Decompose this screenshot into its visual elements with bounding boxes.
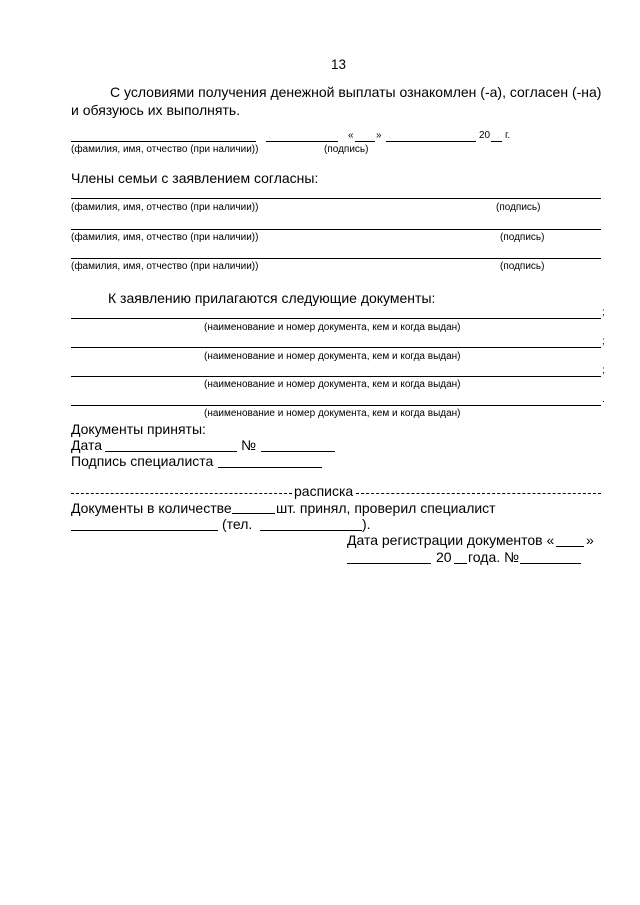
consent-year-prefix: 20 [479,130,491,141]
receipt-divider-left [71,493,292,494]
receipt-count-label: Документы в количестве [71,500,232,516]
document-row-end: ; [602,365,605,376]
receipt-count-field[interactable] [232,513,275,514]
consent-month-field[interactable] [386,141,476,142]
registration-year-tail: года. № [468,549,520,565]
family-signature-caption: (подпись) [496,202,541,213]
page-number: 13 [331,57,347,72]
family-row-field[interactable] [71,258,601,259]
family-fio-caption: (фамилия, имя, отчество (при наличии)) [71,261,259,272]
document-caption: (наименование и номер документа, кем и когда выдан) [204,322,461,333]
accepted-number-field[interactable] [261,451,335,452]
family-signature-caption: (подпись) [500,232,545,243]
accepted-heading: Документы приняты: [71,421,206,437]
document-row-field[interactable] [71,347,601,348]
family-fio-caption: (фамилия, имя, отчество (при наличии)) [71,202,259,213]
consent-day-field[interactable] [355,141,375,142]
receipt-divider-right [356,493,601,494]
family-fio-caption: (фамилия, имя, отчество (при наличии)) [71,232,259,243]
accepted-date-label: Дата [71,437,103,453]
document-caption: (наименование и номер документа, кем и когда выдан) [204,379,461,390]
consent-fio-caption: (фамилия, имя, отчество (при наличии)) [71,144,259,155]
consent-date-open-quote: « [348,130,354,141]
document-row-field[interactable] [71,318,601,319]
receipt-phone-field[interactable] [260,530,362,531]
registration-date-label: Дата регистрации документов « [347,532,555,548]
consent-line-1: С условиями получения денежной выплаты ознакомлен (-а), согласен (-на) [110,84,602,100]
consent-fio-field[interactable] [71,141,256,142]
family-row-field[interactable] [71,198,601,199]
document-caption: (наименование и номер документа, кем и когда выдан) [204,351,461,362]
registration-date-close: » [586,532,594,548]
family-heading: Члены семьи с заявлением согласны: [71,170,319,186]
registration-day-field[interactable] [556,546,584,547]
registration-year-prefix: 20 [436,549,452,565]
registration-month-field[interactable] [347,563,431,564]
receipt-title: расписка [294,483,354,499]
family-signature-caption: (подпись) [500,261,545,272]
specialist-signature-label: Подпись специалиста [71,453,214,469]
specialist-signature-field[interactable] [218,467,322,468]
document-row-field[interactable] [71,376,601,377]
document-row-end: . [602,394,605,405]
receipt-count-tail: шт. принял, проверил специалист [276,500,496,516]
accepted-number-label: № [241,437,257,453]
receipt-phone-label: (тел. [222,516,253,532]
consent-year-suffix: г. [505,130,511,141]
consent-date-close-quote: » [376,130,382,141]
document-row-end: ; [602,307,605,318]
document-caption: (наименование и номер документа, кем и когда выдан) [204,408,461,419]
consent-year-field[interactable] [491,141,502,142]
document-row-end: ; [602,336,605,347]
consent-signature-field[interactable] [266,141,338,142]
consent-line-2: и обязуюсь их выполнять. [71,102,241,118]
family-row-field[interactable] [71,229,601,230]
registration-number-field[interactable] [520,563,581,564]
document-row-field[interactable] [71,405,601,406]
documents-heading: К заявлению прилагаются следующие документы: [108,290,436,306]
receipt-phone-close: ). [362,516,371,532]
accepted-date-field[interactable] [105,451,237,452]
consent-signature-caption: (подпись) [324,144,369,155]
receipt-specialist-field[interactable] [71,530,218,531]
registration-year-field[interactable] [454,563,467,564]
